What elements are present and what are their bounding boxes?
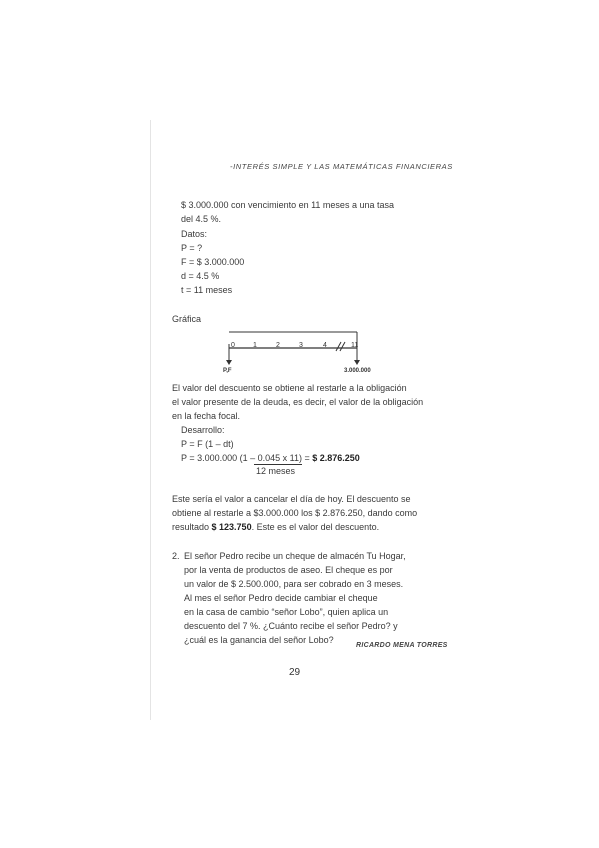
running-header: -INTERÉS SIMPLE Y LAS MATEMÁTICAS FINANCIERAS <box>230 162 453 171</box>
grafica-label: Gráfica <box>172 314 202 324</box>
paragraph1-line-3: en la fecha focal. <box>172 411 241 421</box>
datos-item: d = 4.5 % <box>181 271 220 281</box>
paragraph2-line-2: obtiene al restarle a $3.000.000 los $ 2.876.250, dando como <box>172 508 418 518</box>
formula-2-prefix: P = 3.000.000 (1 – 0.045 x 11) = <box>181 453 313 463</box>
paragraph2-line-3 <box>172 520 379 534</box>
discount-value: $ 123.750 <box>211 522 252 532</box>
problem-number: 2. <box>172 551 180 561</box>
formula-2-result: $ 2.876.250 <box>312 453 360 463</box>
intro-line-1: $ 3.000.000 con vencimiento en 11 meses a una tasa <box>181 200 394 210</box>
author-name: RICARDO MENA TORRES <box>356 642 448 649</box>
problem-line-7: ¿cuál es la ganancia del señor Lobo? <box>184 635 334 645</box>
problem-line-2: por la venta de productos de aseo. El cheque es por <box>184 565 393 575</box>
datos-title: Datos: <box>181 229 208 239</box>
datos-item: F = $ 3.000.000 <box>181 257 245 267</box>
margin-line <box>150 120 151 720</box>
problem-line-4: Al mes el señor Pedro decide cambiar el cheque <box>184 593 378 603</box>
intro-line-2: del 4.5 %. <box>181 214 222 224</box>
datos-item: P = ? <box>181 243 203 253</box>
paragraph2-line-1: Este sería el valor a cancelar el día de hoy. El descuento se <box>172 494 411 504</box>
formula-2 <box>181 451 360 465</box>
paragraph2-line-3-prefix: resultado <box>172 522 212 532</box>
formula-denominator: 12 meses <box>256 466 296 476</box>
problem-line-1: El señor Pedro recibe un cheque de almacén Tu Hogar, <box>184 551 406 561</box>
paragraph1-line-2: el valor presente de la deuda, es decir, el valor de la obligación <box>172 397 424 407</box>
page-number: 29 <box>289 667 301 678</box>
problem-line-5: en la casa de cambio “señor Lobo”, quien aplica un <box>184 607 389 617</box>
desarrollo-title: Desarrollo: <box>181 425 225 435</box>
datos-item: t = 11 meses <box>181 285 233 295</box>
problem-line-6: descuento del 7 %. ¿Cuánto recibe el señor Pedro? y <box>184 621 398 631</box>
tick-label: 4 <box>323 342 327 349</box>
tick-label: 2 <box>276 342 280 349</box>
paragraph2-line-3-suffix: . Este es el valor del descuento. <box>251 522 380 532</box>
timeline-diagram <box>220 326 380 376</box>
problem-line-3: un valor de $ 2.500.000, para ser cobrado en 3 meses. <box>184 579 404 589</box>
right-label: 3.000.000 <box>344 368 371 374</box>
tick-label: 11 <box>351 342 359 349</box>
tick-label: 0 <box>231 342 235 349</box>
tick-label: 1 <box>253 342 257 349</box>
tick-label: 3 <box>299 342 303 349</box>
formula-1: P = F (1 – dt) <box>181 439 234 449</box>
left-label: P,F <box>223 368 232 374</box>
paragraph1-line-1: El valor del descuento se obtiene al restarle a la obligación <box>172 383 407 393</box>
